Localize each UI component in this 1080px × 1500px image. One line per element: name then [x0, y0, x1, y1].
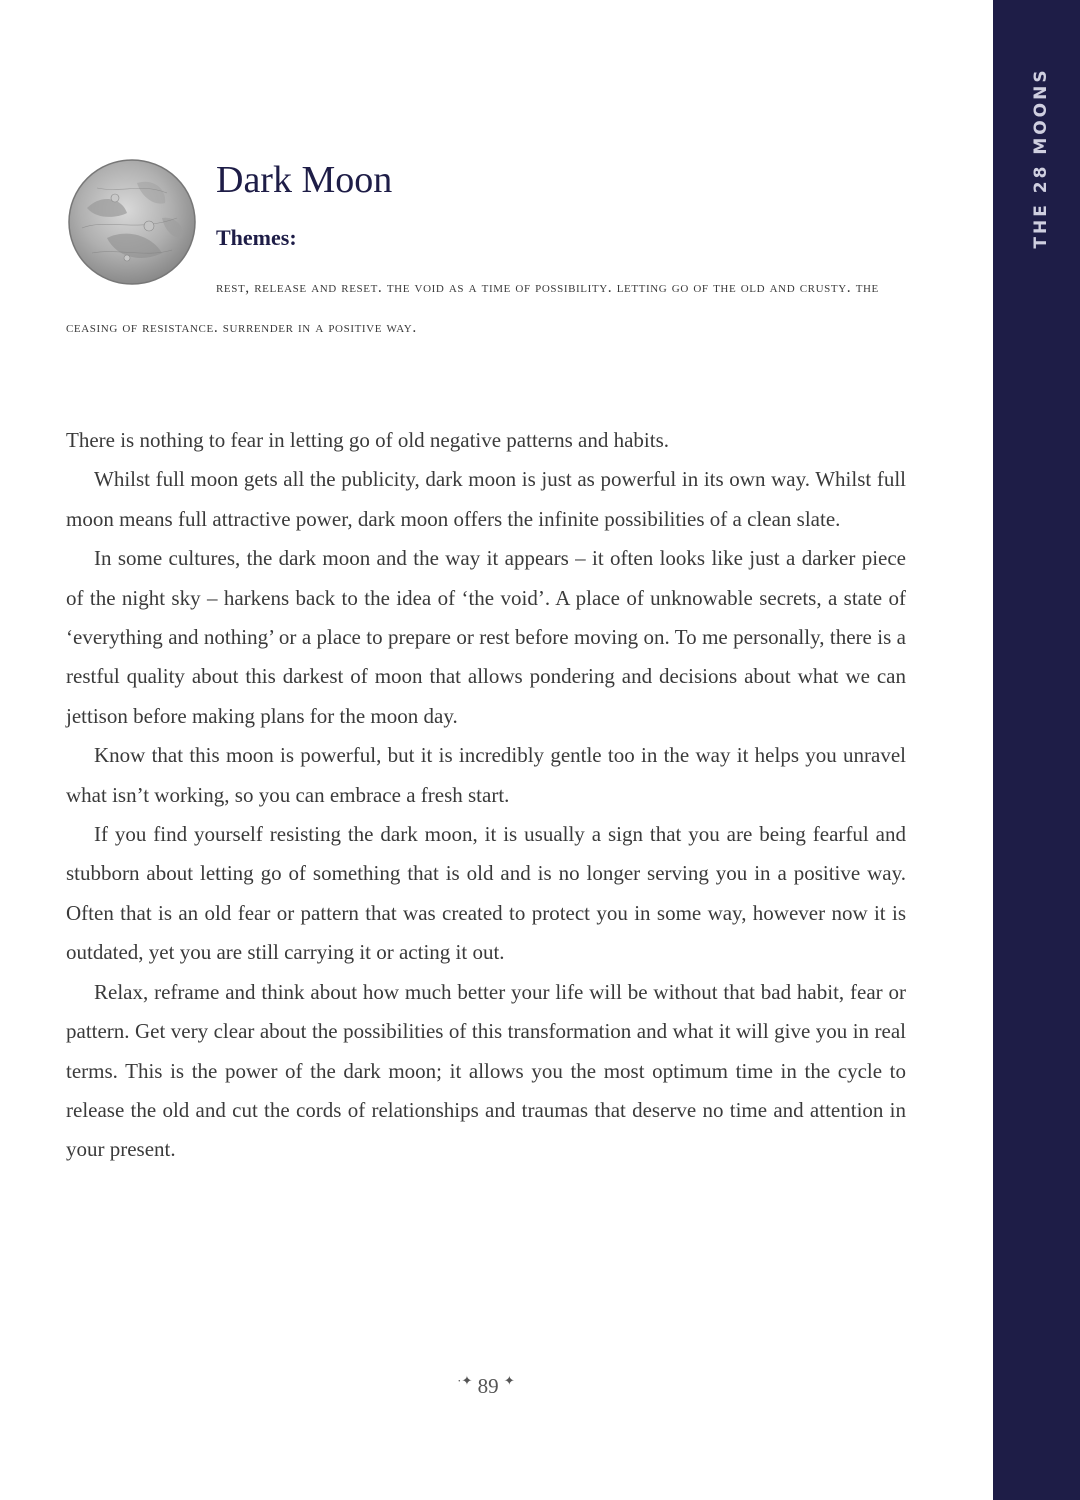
themes-text-content: rest, release and reset. the void as a time of possibility. letting go of the old and crusty. the ceasing of resistance. surrender in a positive way.	[66, 279, 879, 336]
paragraph-1: There is nothing to fear in letting go of old negative patterns and habits.	[66, 428, 670, 452]
paragraph-3: In some cultures, the dark moon and the way it appears – it often looks like just a darker piece of the night sky – harkens back to the idea of ‘the void’. A place of unknowable secrets, a state of ‘everything and nothing’ or a place to prepare or rest before moving on. To me personally, there is a restful quality about this darkest of moon that allows pondering and decisions about what we can jettison before making plans for the moon day.	[66, 546, 906, 728]
paragraph-4: Know that this moon is powerful, but it is incredibly gentle too in the way it helps you unravel what isn’t working, so you can embrace a fresh start.	[66, 743, 906, 807]
paragraph-2: Whilst full moon gets all the publicity, dark moon is just as powerful in its own way. Whilst full moon means full attractive power, dark moon offers the infinite possibilities of a clean slate.	[66, 467, 906, 531]
chapter-title: Dark Moon	[216, 159, 393, 201]
star-ornament-icon: ·✦	[457, 1373, 473, 1388]
body-text	[66, 421, 906, 1170]
page-number: 89	[477, 1374, 499, 1398]
moon-illustration-icon	[67, 158, 197, 286]
star-ornament-icon: ✦	[503, 1373, 515, 1388]
paragraph-5: If you find yourself resisting the dark moon, it is usually a sign that you are being fearful and stubborn about letting go of something that is old and is no longer serving you in a positive way. Often that is an old fear or pattern that was created to protect you in some way, however now it is outdated, yet you are still carrying it or acting it out.	[66, 822, 906, 965]
side-tab-label: THE 28 MOONS	[1031, 67, 1051, 249]
paragraph-6: Relax, reframe and think about how much better your life will be without that bad habit, fear or pattern. Get very clear about the possibilities of this transformation and what it will give you in real terms. This is the power of the dark moon; it allows you the most optimum time in the cycle to release the old and cut the cords of relationships and traumas that deserve no time and attention in your present.	[66, 979, 906, 1162]
page-number-footer	[446, 1373, 526, 1399]
themes-label: Themes:	[216, 225, 297, 250]
themes-text	[66, 268, 906, 347]
